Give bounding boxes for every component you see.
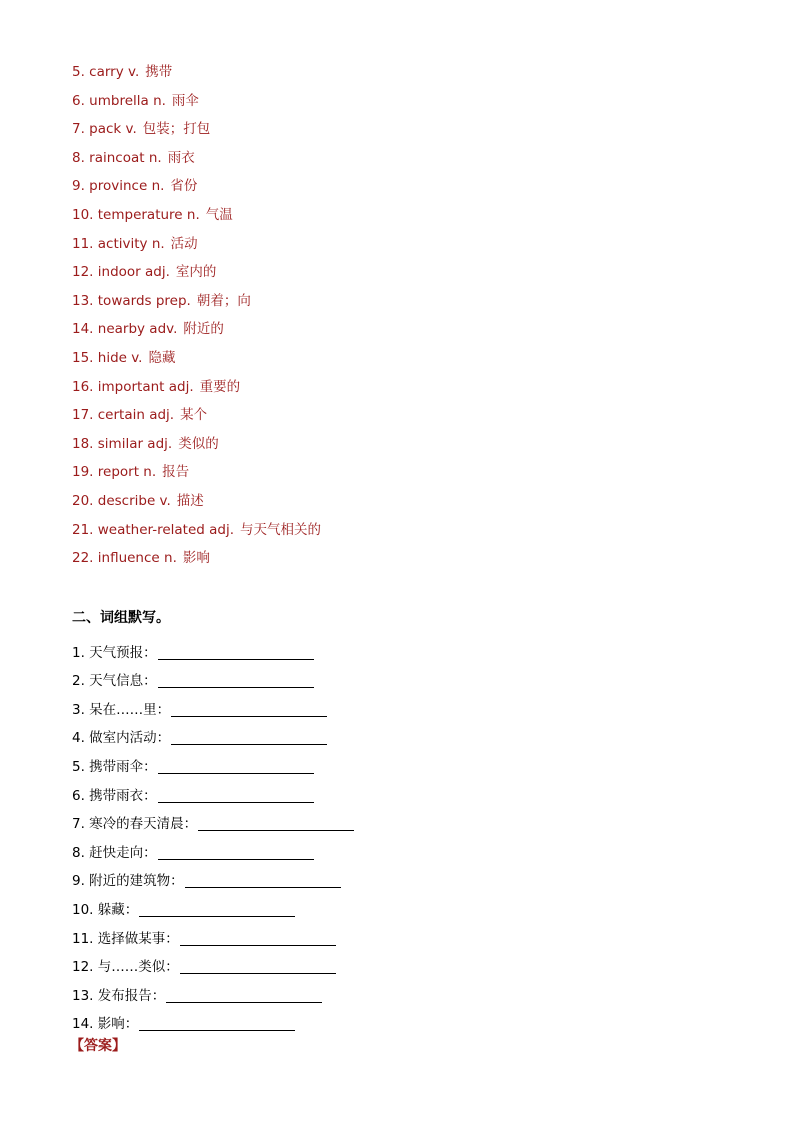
- vocab-english: 5. carry v.: [72, 64, 140, 80]
- vocab-chinese: 类似的: [178, 435, 219, 452]
- vocab-english: 8. raincoat n.: [72, 149, 162, 166]
- vocab-chinese: 隐藏: [148, 349, 176, 366]
- phrase-prompt: 1. 天气预报：: [72, 644, 157, 661]
- vocab-english: 21. weather-related adj.: [72, 521, 235, 538]
- phrase-prompt: 6. 携带雨衣：: [72, 787, 157, 804]
- vocab-chinese: 活动: [170, 235, 198, 252]
- vocab-item: [72, 176, 321, 205]
- answer-blank[interactable]: [158, 787, 314, 803]
- phrase-item: [72, 663, 354, 692]
- vocab-english: 19. report n.: [72, 464, 157, 481]
- vocab-chinese: 携带: [145, 64, 173, 80]
- vocab-english: 15. hide v.: [72, 349, 143, 366]
- phrase-prompt: 13. 发布报告：: [72, 987, 166, 1004]
- answer-blank[interactable]: [158, 758, 314, 774]
- vocab-item: [72, 91, 321, 120]
- phrase-prompt: 3. 呆在……里：: [72, 701, 171, 718]
- phrase-item: [72, 891, 354, 920]
- vocab-english: 6. umbrella n.: [72, 92, 166, 109]
- vocab-item: [72, 377, 321, 406]
- vocab-chinese: 包装；打包: [142, 121, 211, 138]
- vocab-chinese: 影响: [182, 550, 210, 567]
- answer-blank[interactable]: [180, 958, 336, 974]
- vocab-item: [72, 148, 321, 177]
- vocab-english: 22. influence n.: [72, 550, 177, 567]
- answer-blank[interactable]: [180, 930, 336, 946]
- phrase-prompt: 5. 携带雨伞：: [72, 758, 157, 775]
- phrase-item: [72, 806, 354, 835]
- answer-blank[interactable]: [166, 987, 322, 1003]
- vocab-item: [72, 319, 321, 348]
- vocab-english: 14. nearby adv.: [72, 321, 178, 338]
- vocab-english: 17. certain adj.: [72, 407, 175, 424]
- answer-blank[interactable]: [185, 872, 341, 888]
- vocab-english: 12. indoor adj.: [72, 264, 170, 281]
- vocab-chinese: 附近的: [183, 321, 224, 338]
- phrase-prompt: 10. 躲藏：: [72, 901, 139, 918]
- vocab-english: 11. activity n.: [72, 235, 165, 252]
- vocab-item: [72, 405, 321, 434]
- phrase-prompt: 11. 选择做某事：: [72, 930, 179, 947]
- phrase-prompt: 14. 影响：: [72, 1016, 139, 1033]
- phrase-prompt: 2. 天气信息：: [72, 673, 157, 690]
- vocab-english: 13. towards prep.: [72, 292, 191, 309]
- vocab-chinese: 报告: [162, 464, 190, 481]
- vocab-chinese: 室内的: [175, 264, 217, 281]
- vocab-chinese: 重要的: [199, 378, 241, 395]
- answer-blank[interactable]: [139, 1015, 295, 1031]
- phrase-item: [72, 634, 354, 663]
- phrase-item: [72, 920, 354, 949]
- phrase-item: [72, 748, 354, 777]
- vocab-item: [72, 62, 321, 91]
- phrase-item: [72, 949, 354, 978]
- answer-blank[interactable]: [198, 815, 354, 831]
- answer-blank[interactable]: [171, 729, 327, 745]
- phrase-item: [72, 777, 354, 806]
- vocab-english: 7. pack v.: [72, 121, 137, 138]
- answer-label: 【答案】: [70, 1038, 126, 1054]
- vocab-item: [72, 462, 321, 491]
- vocab-chinese: 气温: [205, 206, 233, 223]
- vocab-chinese: 雨伞: [171, 92, 199, 109]
- vocab-item: [72, 520, 321, 549]
- phrase-prompt: 8. 赶快走向：: [72, 844, 157, 861]
- vocab-item: [72, 119, 321, 148]
- answer-blank[interactable]: [158, 644, 314, 660]
- vocabulary-list: [72, 62, 321, 577]
- phrase-item: [72, 977, 354, 1006]
- phrase-dictation-list: [72, 634, 354, 1034]
- vocab-item: [72, 234, 321, 263]
- answer-blank[interactable]: [158, 844, 314, 860]
- phrase-prompt: 12. 与……类似：: [72, 959, 179, 976]
- vocab-english: 9. province n.: [72, 178, 165, 195]
- vocab-item: [72, 434, 321, 463]
- vocab-item: [72, 491, 321, 520]
- phrase-prompt: 7. 寒冷的春天清晨：: [72, 816, 198, 833]
- answer-blank[interactable]: [139, 901, 295, 917]
- vocab-english: 18. similar adj.: [72, 435, 173, 452]
- phrase-prompt: 9. 附近的建筑物：: [72, 873, 184, 890]
- phrase-prompt: 4. 做室内活动：: [72, 730, 171, 747]
- vocab-english: 20. describe v.: [72, 492, 171, 509]
- vocab-chinese: 雨衣: [167, 149, 195, 166]
- vocab-chinese: 与天气相关的: [240, 521, 322, 538]
- vocab-item: [72, 291, 321, 320]
- vocab-chinese: 描述: [176, 492, 204, 509]
- vocab-item: [72, 548, 321, 577]
- vocab-english: 16. important adj.: [72, 378, 194, 395]
- vocab-chinese: 省份: [170, 178, 198, 195]
- vocab-chinese: 某个: [180, 407, 208, 424]
- answer-blank[interactable]: [158, 672, 314, 688]
- phrase-item: [72, 834, 354, 863]
- vocab-english: 10. temperature n.: [72, 206, 200, 223]
- vocab-item: [72, 262, 321, 291]
- section-two-title: 二、词组默写。: [72, 610, 170, 626]
- phrase-item: [72, 1006, 354, 1035]
- phrase-item: [72, 863, 354, 892]
- answer-blank[interactable]: [171, 701, 327, 717]
- phrase-item: [72, 691, 354, 720]
- vocab-item: [72, 348, 321, 377]
- phrase-item: [72, 720, 354, 749]
- vocab-item: [72, 205, 321, 234]
- vocab-chinese: 朝着；向: [196, 292, 251, 309]
